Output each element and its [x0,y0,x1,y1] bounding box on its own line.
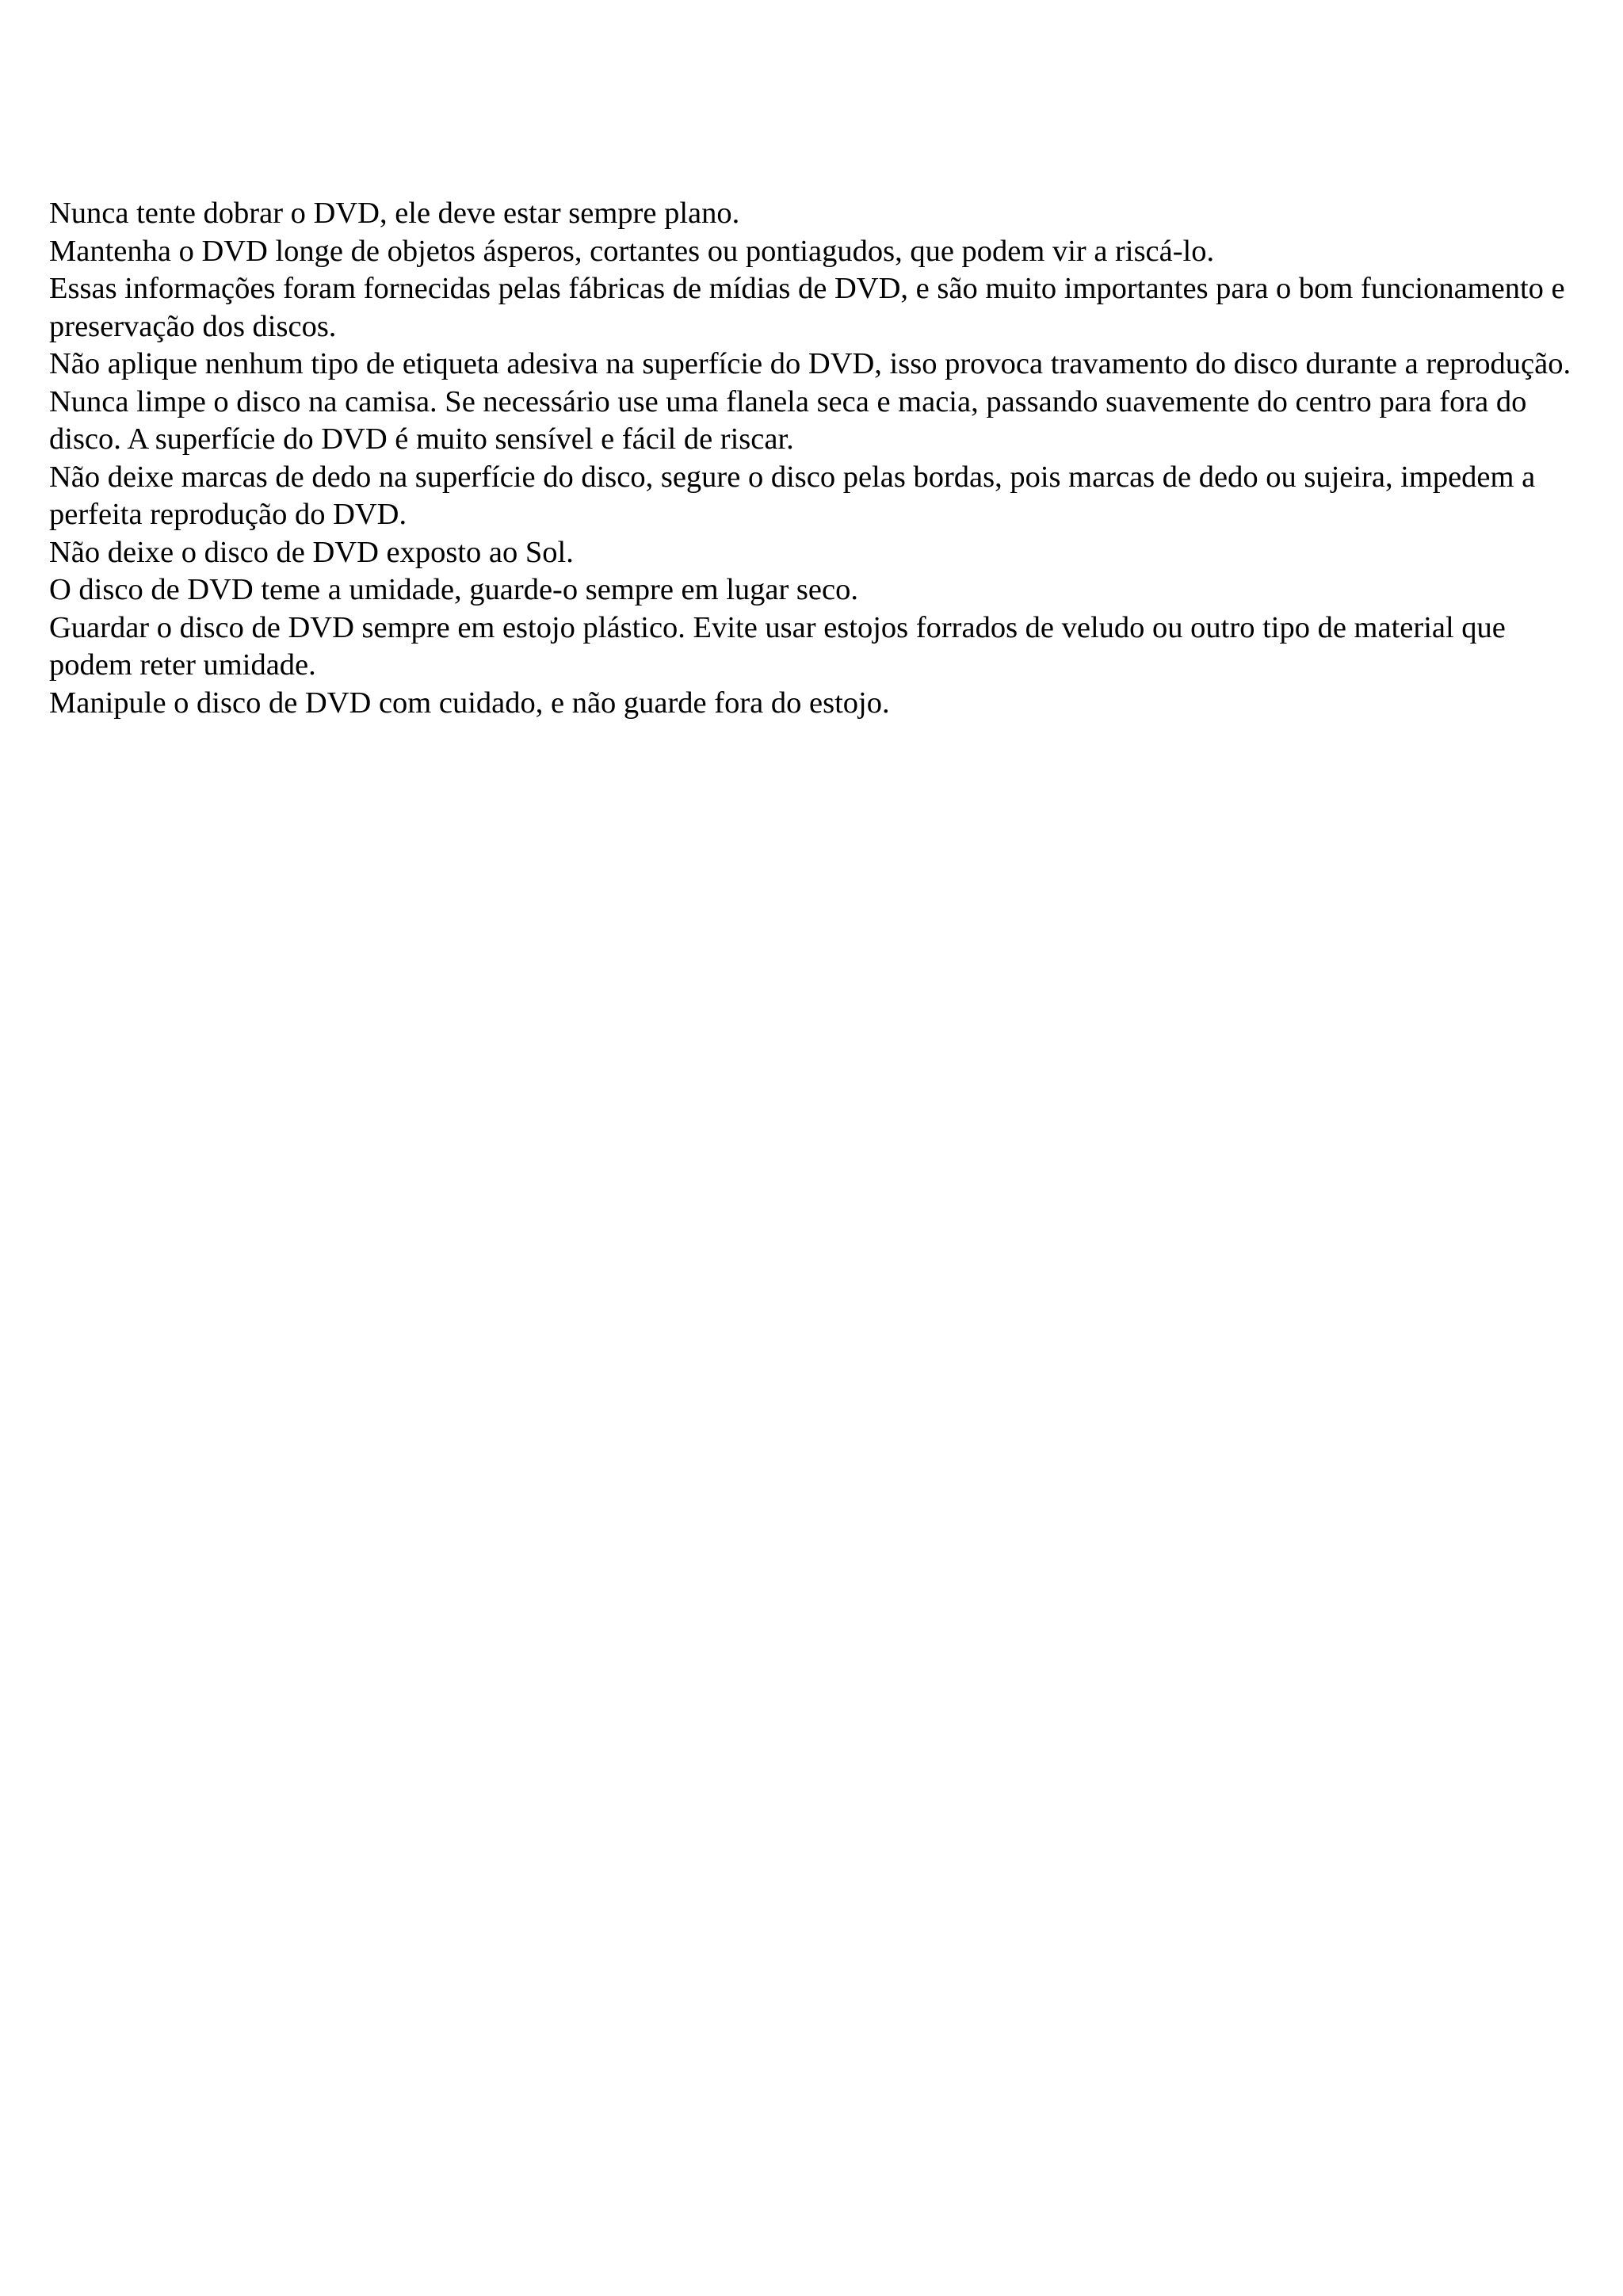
paragraph-5: Nunca limpe o disco na camisa. Se necessário use uma flanela seca e macia, passando suavemente do centro para fora do disco. A superfície do DVD é muito sensível e fácil de riscar. [49,384,1527,456]
paragraph-4: Não aplique nenhum tipo de etiqueta adesiva na superfície do DVD, isso provoca travamento do disco durante a reprodução. [49,347,1571,380]
document-body [49,195,1583,722]
paragraph-6: Não deixe marcas de dedo na superfície do disco, segure o disco pelas bordas, pois marcas de dedo ou sujeira, impedem a perfeita reprodução do DVD. [49,460,1536,531]
paragraph-7: Não deixe o disco de DVD exposto ao Sol. [49,535,574,569]
paragraph-8: O disco de DVD teme a umidade, guarde-o sempre em lugar seco. [49,573,858,606]
paragraph-3: Essas informações foram fornecidas pelas fábricas de mídias de DVD, e são muito importantes para o bom funcionamento e preservação dos discos. [49,272,1565,343]
paragraph-1: Nunca tente dobrar o DVD, ele deve estar sempre plano. [49,197,740,230]
paragraph-9: Guardar o disco de DVD sempre em estojo plástico. Evite usar estojos forrados de veludo ou outro tipo de material que podem reter umidade. [49,610,1506,682]
paragraph-2: Mantenha o DVD longe de objetos ásperos, cortantes ou pontiagudos, que podem vir a riscá-lo. [49,234,1215,268]
paragraph-10: Manipule o disco de DVD com cuidado, e não guarde fora do estojo. [49,686,890,720]
